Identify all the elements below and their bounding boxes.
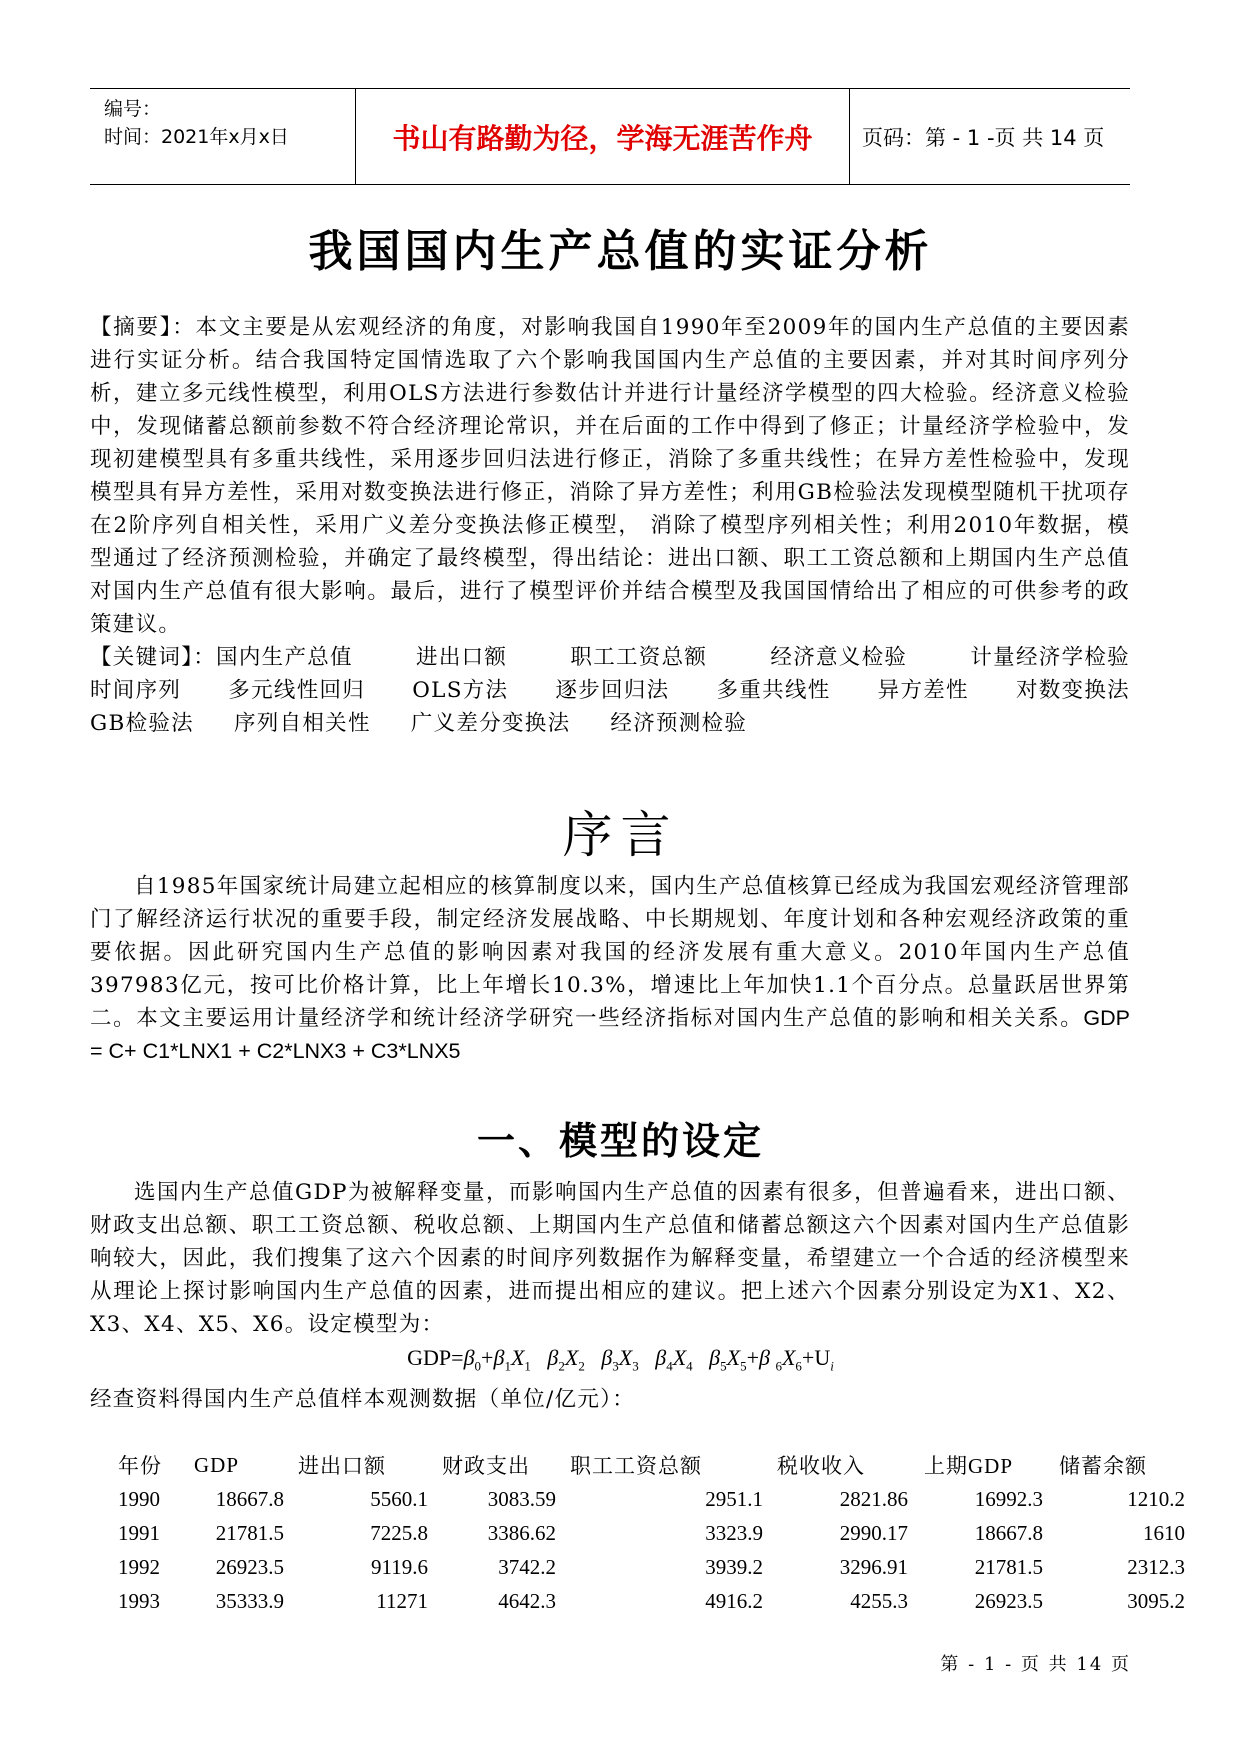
column-header: 上期GDP xyxy=(924,1454,1014,1478)
model-paragraph xyxy=(90,1176,1130,1341)
keywords-line-1 xyxy=(90,641,1130,674)
column-header: 进出口额 xyxy=(298,1454,386,1478)
table-cell: 26923.5 xyxy=(215,1554,284,1579)
column-header: 储蓄余额 xyxy=(1059,1454,1147,1478)
table-cell: 1993 xyxy=(118,1588,160,1613)
keywords-line-3 xyxy=(90,707,1130,740)
abstract-text: 【摘要】：本文主要是从宏观经济的角度，对影响我国自1990年至2009年的国内生产总值的主要因素进行实证分析。结合我国特定国情选取了六个影响我国国内生产总值的主要因素，并对其时间序列分析，建立多元线性模型，利用OLS方法进行参数估计并进行计量经济学模型的四大检验。经济意义检验中，发现储蓄总额前参数不符合经济理论常识，并在后面的工作中得到了修正；计量经济学检验中，发现初建模型具有多重共线性，采用逐步回归法进行修正，消除了多重共线性；在异方差性检验中，发现模型具有异方差性，采用对数变换法进行修正，消除了异方差性；利用GB检验法发现模型随机干扰项存在2阶序列自相关性，采用广义差分变换法修正模型， 消除了模型序列相关性；利用2010年数据，模型通过了经济预测检验，并确定了最终模型，得出结论：进出口额、职工工资总额和上期国内生产总值对国内生产总值有很大影响。最后，进行了模型评价并结合模型及我国国情给出了相应的可供参考的政策建议。 xyxy=(90,315,1130,637)
keyword: 计量经济学检验 xyxy=(970,645,1130,670)
table-row xyxy=(118,1516,1185,1550)
keyword: 序列自相关性 xyxy=(233,711,371,736)
table-cell: 1610 xyxy=(1143,1520,1185,1545)
header-meta xyxy=(90,89,356,184)
model-tail: 设定模型为： xyxy=(307,1312,445,1337)
table-row xyxy=(118,1584,1185,1618)
keyword: 对数变换法 xyxy=(1015,678,1130,703)
column-header: 年份 xyxy=(118,1454,162,1478)
keyword: GB检验法 xyxy=(90,711,194,736)
table-cell: 21781.5 xyxy=(215,1520,284,1545)
column-header: 税收收入 xyxy=(777,1454,865,1478)
page-header-table xyxy=(90,88,1130,185)
preface-text: 自1985年国家统计局建立起相应的核算制度以来，国内生产总值核算已经成为我国宏观经济管理部门了解经济运行状况的重要手段，制定经济发展战略、中长期规划、年度计划和各种宏观经济政策的重要依据。因此研究国内生产总值的影响因素对我国的经济发展有重大意义。2010年国内生产总值397983亿元，按可比价格计算，比上年增长10.3%，增速比上年加快1.1个百分点。总量跃居世界第二。本文主要运用计量经济学和统计经济学研究一些经济指标对国内生产总值的影响和相关关系。 xyxy=(90,874,1130,1031)
table-cell: 2951.1 xyxy=(705,1486,763,1511)
document-date-label: 时间：2021年x月x日 xyxy=(104,126,289,148)
table-cell: 18667.8 xyxy=(974,1520,1043,1545)
table-cell: 4916.2 xyxy=(705,1588,763,1613)
keyword: 经济意义检验 xyxy=(770,645,908,670)
keyword: 经济预测检验 xyxy=(610,711,748,736)
column-header: GDP xyxy=(194,1452,240,1477)
table-cell: 3386.62 xyxy=(487,1520,556,1545)
table-cell: 26923.5 xyxy=(974,1588,1043,1613)
data-note: 经查资料得国内生产总值样本观测数据（单位/亿元）： xyxy=(90,1387,635,1412)
page-footer: 第 - 1 - 页 共 14 页 xyxy=(940,1654,1131,1675)
table-cell: 3742.2 xyxy=(498,1554,556,1579)
abstract-paragraph xyxy=(90,311,1130,641)
keyword: 时间序列 xyxy=(90,678,182,703)
column-header: 职工工资总额 xyxy=(570,1454,702,1478)
keyword: 【关键词】：国内生产总值 xyxy=(90,645,353,670)
model-variables: X1、X2、X3、X4、X5、X6。 xyxy=(90,1279,1130,1337)
preface-heading: 序言 xyxy=(562,806,679,864)
keyword: 多元线性回归 xyxy=(228,678,366,703)
table-cell: 9119.6 xyxy=(371,1554,428,1579)
keywords-block xyxy=(90,641,1130,740)
keyword: 进出口额 xyxy=(416,645,508,670)
table-cell: 3083.59 xyxy=(487,1486,556,1511)
header-page-number: 页码：第 - 1 -页 共 14 页 xyxy=(862,125,1105,150)
table-cell: 18667.8 xyxy=(215,1486,284,1511)
table-cell: 4255.3 xyxy=(850,1588,908,1613)
model-heading: 一、模型的设定 xyxy=(476,1118,764,1163)
table-row xyxy=(118,1550,1185,1584)
table-header-row xyxy=(118,1448,1185,1482)
table-cell: 3296.91 xyxy=(839,1554,908,1579)
keywords-line-2 xyxy=(90,674,1130,707)
document-title: 我国国内生产总值的实证分析 xyxy=(308,226,933,277)
table-cell: 1990 xyxy=(118,1486,160,1511)
table-cell: 11271 xyxy=(376,1588,428,1613)
table-cell: 2312.3 xyxy=(1127,1554,1185,1579)
gdp-data-table xyxy=(118,1448,1185,1618)
preface-formula: GDP = C+ C1*LNX1 + C2*LNX3 + C3*LNX5 xyxy=(90,1006,1130,1063)
header-motto: 书山有路勤为径，学海无涯苦作舟 xyxy=(356,89,850,184)
table-row xyxy=(118,1482,1185,1516)
column-header: 财政支出 xyxy=(442,1454,530,1478)
table-cell: 35333.9 xyxy=(215,1588,284,1613)
preface-paragraph xyxy=(90,870,1130,1068)
regression-equation: $GDP=\beta_0+\beta_1X_1$ $\beta_2X_2$ $\beta_3X_3$ $\beta_4X_4$ $\beta_5X_5+\beta$ $_6X_6+U_i$ xyxy=(407,1345,834,1374)
table-cell: 16992.3 xyxy=(974,1486,1043,1511)
keyword: 逐步回归法 xyxy=(555,678,670,703)
table-cell: 3323.9 xyxy=(705,1520,763,1545)
table-cell: 3939.2 xyxy=(705,1554,763,1579)
keyword: OLS方法 xyxy=(412,678,509,703)
table-cell: 21781.5 xyxy=(974,1554,1043,1579)
table-cell: 1992 xyxy=(118,1554,160,1579)
model-text: 选国内生产总值GDP为被解释变量，而影响国内生产总值的因素有很多，但普遍看来，进出口额、财政支出总额、职工工资总额、税收总额、上期国内生产总值和储蓄总额这六个因素对国内生产总值影响较大，因此，我们搜集了这六个因素的时间序列数据作为解释变量，希望建立一个合适的经济模型来从理论上探讨影响国内生产总值的因素，进而提出相应的建议。把上述六个因素分别设定为 xyxy=(90,1180,1130,1304)
table-cell: 5560.1 xyxy=(370,1486,428,1511)
table-cell: 4642.3 xyxy=(498,1588,556,1613)
table-cell: 1210.2 xyxy=(1127,1486,1185,1511)
table-cell: 3095.2 xyxy=(1127,1588,1185,1613)
table-cell: 1991 xyxy=(118,1520,160,1545)
document-number-label: 编号： xyxy=(104,98,162,120)
keyword: 职工工资总额 xyxy=(570,645,708,670)
table-cell: 2990.17 xyxy=(839,1520,908,1545)
keyword: 多重共线性 xyxy=(716,678,831,703)
keyword: 异方差性 xyxy=(877,678,969,703)
table-cell: 2821.86 xyxy=(839,1486,908,1511)
table-cell: 7225.8 xyxy=(370,1520,428,1545)
keyword: 广义差分变换法 xyxy=(410,711,571,736)
